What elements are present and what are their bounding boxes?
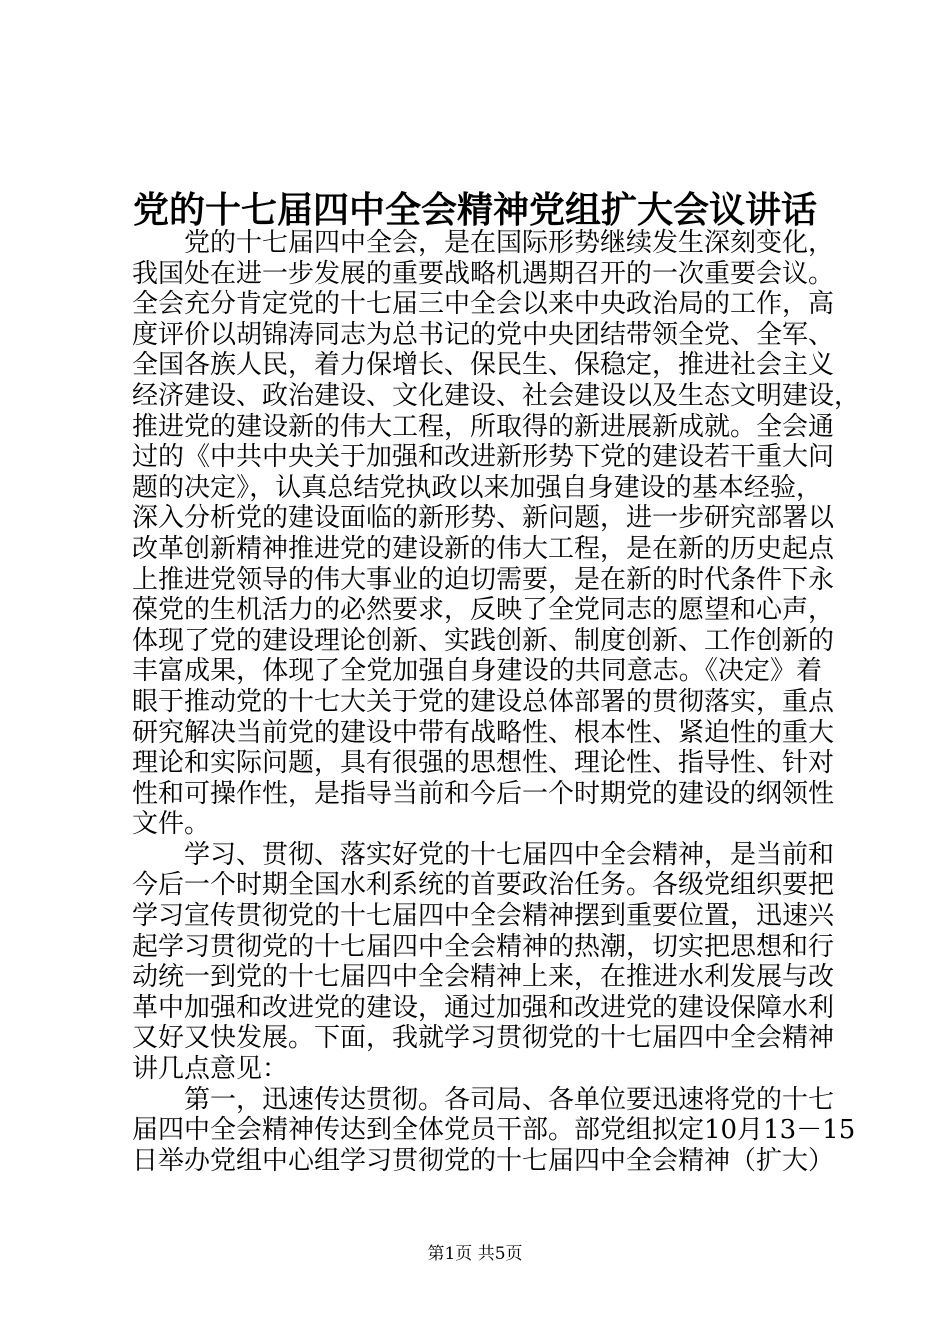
text-line: 动统一到党的十七届四中全会精神上来，在推进水利发展与改 xyxy=(132,962,835,993)
document-body xyxy=(132,228,861,1176)
text-line: 学习、贯彻、落实好党的十七届四中全会精神，是当前和 xyxy=(184,839,835,870)
text-line: 学习宣传贯彻党的十七届四中全会精神摆到重要位置，迅速兴 xyxy=(132,901,835,932)
text-line: 革中加强和改进党的建设，通过加强和改进党的建设保障水利 xyxy=(132,992,835,1023)
text-line: 全会充分肯定党的十七届三中全会以来中央政治局的工作，高 xyxy=(132,289,835,320)
text-line: 研究解决当前党的建设中带有战略性、根本性、紧迫性的重大 xyxy=(132,717,835,748)
text-line: 届四中全会精神传达到全体党员干部。部党组拟定10月13－15 xyxy=(132,1115,856,1146)
text-line: 日举办党组中心组学习贯彻党的十七届四中全会精神（扩大） xyxy=(132,1145,835,1176)
text-line: 改革创新精神推进党的建设新的伟大工程，是在新的历史起点 xyxy=(132,533,835,564)
text-line: 理论和实际问题，具有很强的思想性、理论性、指导性、针对 xyxy=(132,748,835,779)
text-line: 题的决定》，认真总结党执政以来加强自身建设的基本经验， xyxy=(132,472,822,503)
text-line: 文件。 xyxy=(132,809,211,840)
text-line: 体现了党的建设理论创新、实践创新、制度创新、工作创新的 xyxy=(132,625,835,656)
text-line: 过的《中共中央关于加强和改进新形势下党的建设若干重大问 xyxy=(132,442,835,473)
text-line: 今后一个时期全国水利系统的首要政治任务。各级党组织要把 xyxy=(132,870,835,901)
text-line: 上推进党领导的伟大事业的迫切需要，是在新的时代条件下永 xyxy=(132,564,835,595)
document-title: 党的十七届四中全会精神党组扩大会议讲话 xyxy=(132,189,817,231)
text-line: 又好又快发展。下面，我就学习贯彻党的十七届四中全会精神 xyxy=(132,1023,835,1054)
text-line: 党的十七届四中全会，是在国际形势继续发生深刻变化， xyxy=(184,228,835,258)
text-line: 经济建设、政治建设、文化建设、社会建设以及生态文明建设， xyxy=(132,380,861,411)
text-line: 眼于推动党的十七大关于党的建设总体部署的贯彻落实，重点 xyxy=(132,686,835,717)
text-line: 讲几点意见： xyxy=(132,1054,289,1085)
text-line: 第一，迅速传达贯彻。各司局、各单位要迅速将党的十七 xyxy=(184,1084,835,1115)
text-line: 推进党的建设新的伟大工程，所取得的新进展新成就。全会通 xyxy=(132,411,835,442)
text-line: 我国处在进一步发展的重要战略机遇期召开的一次重要会议。 xyxy=(132,258,835,289)
text-line: 度评价以胡锦涛同志为总书记的党中央团结带领全党、全军、 xyxy=(132,319,835,350)
text-line: 起学习贯彻党的十七届四中全会精神的热潮，切实把思想和行 xyxy=(132,931,835,962)
text-line: 性和可操作性，是指导当前和今后一个时期党的建设的纲领性 xyxy=(132,778,835,809)
page-footer: 第1页 共5页 xyxy=(427,1244,523,1264)
text-line: 全国各族人民，着力保增长、保民生、保稳定，推进社会主义 xyxy=(132,350,835,381)
text-line: 深入分析党的建设面临的新形势、新问题，进一步研究部署以 xyxy=(132,503,835,534)
text-line: 丰富成果，体现了全党加强自身建设的共同意志。《决定》着 xyxy=(132,656,822,687)
text-line: 葆党的生机活力的必然要求，反映了全党同志的愿望和心声， xyxy=(132,595,835,626)
